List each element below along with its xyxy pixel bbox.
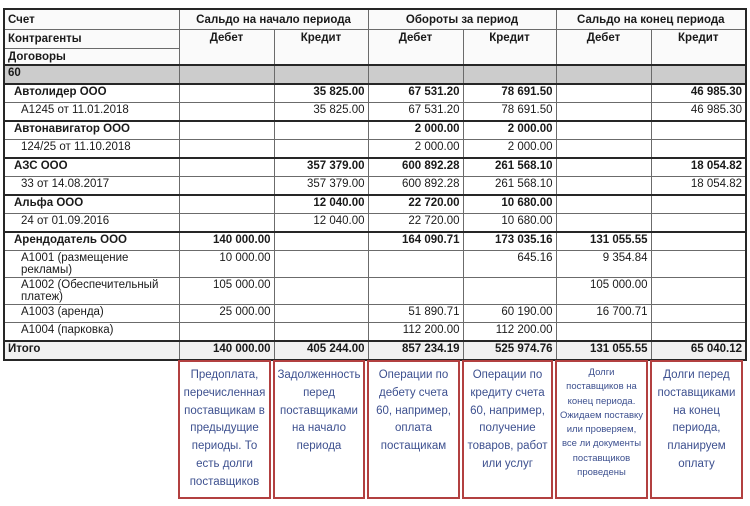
row-label[interactable]: Автолидер ООО <box>4 84 179 103</box>
header-turnover-debit: Дебет <box>368 30 463 66</box>
cell-turnover-debit <box>368 65 463 84</box>
cell-turnover-credit: 60 190.00 <box>463 305 556 323</box>
cell-turnover-debit: 67 531.20 <box>368 103 463 122</box>
header-row-groups <box>4 9 746 30</box>
cell-opening-debit <box>179 323 274 342</box>
cell-closing-debit <box>556 84 651 103</box>
table-row <box>4 214 746 233</box>
cell-opening-debit <box>179 103 274 122</box>
cell-opening-credit: 12 040.00 <box>274 214 368 233</box>
cell-closing-debit <box>556 140 651 159</box>
cell-closing-debit: 131 055.55 <box>556 232 651 251</box>
cell-turnover-debit: 51 890.71 <box>368 305 463 323</box>
cell-opening-credit <box>274 121 368 140</box>
cell-opening-debit: 10 000.00 <box>179 251 274 278</box>
cell-turnover-debit <box>368 278 463 305</box>
cell-turnover-credit: 2 000.00 <box>463 140 556 159</box>
cell-turnover-credit <box>463 65 556 84</box>
cell-opening-debit <box>179 84 274 103</box>
cell-closing-credit: 46 985.30 <box>651 84 746 103</box>
table-row[interactable] <box>4 121 746 140</box>
row-label: 124/25 от 11.10.2018 <box>4 140 179 159</box>
header-closing-balance: Сальдо на конец периода <box>556 9 746 30</box>
cell-turnover-credit <box>463 278 556 305</box>
annotation-note: Предоплата, перечисленная поставщикам в предыдущие периоды. То есть долги поставщиков <box>178 360 271 499</box>
cell-turnover-debit: 22 720.00 <box>368 214 463 233</box>
cell-closing-credit <box>651 251 746 278</box>
row-label[interactable]: Арендодатель ООО <box>4 232 179 251</box>
table-row <box>4 177 746 196</box>
cell-closing-credit: 65 040.12 <box>651 341 746 360</box>
cell-opening-debit <box>179 177 274 196</box>
table-row[interactable] <box>4 84 746 103</box>
annotation-note: Долги перед поставщиками на конец периода, планируем оплату <box>650 360 743 499</box>
cell-closing-debit <box>556 158 651 177</box>
cell-opening-credit: 405 244.00 <box>274 341 368 360</box>
cell-closing-credit: 18 054.82 <box>651 177 746 196</box>
table-body <box>4 65 746 360</box>
cell-turnover-credit: 525 974.76 <box>463 341 556 360</box>
cell-closing-debit <box>556 195 651 214</box>
row-label[interactable]: 60 <box>4 65 179 84</box>
cell-opening-debit: 140 000.00 <box>179 341 274 360</box>
row-label[interactable]: Автонавигатор ООО <box>4 121 179 140</box>
cell-closing-debit <box>556 121 651 140</box>
cell-opening-credit <box>274 232 368 251</box>
annotation-note: Операции по кредиту счета 60, например, получение товаров, работ или услуг <box>462 360 553 499</box>
cell-closing-credit <box>651 65 746 84</box>
cell-turnover-credit: 10 680.00 <box>463 214 556 233</box>
cell-opening-debit <box>179 195 274 214</box>
header-opening-credit: Кредит <box>274 30 368 66</box>
cell-turnover-debit: 600 892.28 <box>368 177 463 196</box>
cell-opening-credit: 357 379.00 <box>274 158 368 177</box>
cell-turnover-debit: 857 234.19 <box>368 341 463 360</box>
header-turnover: Обороты за период <box>368 9 556 30</box>
cell-closing-debit <box>556 177 651 196</box>
row-label: А1245 от 11.01.2018 <box>4 103 179 122</box>
cell-opening-debit <box>179 121 274 140</box>
cell-closing-credit <box>651 140 746 159</box>
table-row <box>4 140 746 159</box>
header-opening-debit: Дебет <box>179 30 274 66</box>
cell-turnover-debit <box>368 251 463 278</box>
cell-opening-debit: 105 000.00 <box>179 278 274 305</box>
cell-opening-credit <box>274 305 368 323</box>
cell-closing-debit <box>556 323 651 342</box>
table-header <box>4 9 746 65</box>
header-turnover-credit: Кредит <box>463 30 556 66</box>
cell-closing-credit <box>651 278 746 305</box>
cell-opening-debit <box>179 158 274 177</box>
cell-opening-credit: 35 825.00 <box>274 103 368 122</box>
annotation-note: Задолженность перед поставщиками на начало периода <box>273 360 365 499</box>
table-row <box>4 251 746 278</box>
cell-turnover-credit: 261 568.10 <box>463 158 556 177</box>
cell-closing-debit <box>556 65 651 84</box>
cell-opening-debit <box>179 65 274 84</box>
cell-opening-debit: 25 000.00 <box>179 305 274 323</box>
account-60-turnover-report <box>0 8 750 506</box>
table-row[interactable] <box>4 158 746 177</box>
cell-opening-debit <box>179 214 274 233</box>
header-opening-balance: Сальдо на начало периода <box>179 9 368 30</box>
annotations-row <box>178 360 743 499</box>
table-row[interactable] <box>4 232 746 251</box>
cell-turnover-credit: 173 035.16 <box>463 232 556 251</box>
table-row <box>4 278 746 305</box>
cell-closing-debit <box>556 214 651 233</box>
cell-closing-debit <box>556 103 651 122</box>
cell-turnover-credit: 645.16 <box>463 251 556 278</box>
table-row[interactable] <box>4 65 746 84</box>
cell-opening-credit <box>274 323 368 342</box>
table-row <box>4 305 746 323</box>
cell-closing-credit <box>651 323 746 342</box>
table-row <box>4 103 746 122</box>
row-label: А1004 (парковка) <box>4 323 179 342</box>
cell-opening-credit <box>274 65 368 84</box>
annotation-note: Долги поставщиков на конец периода. Ожидаем поставку или проверяем, все ли документы поставщиков проведены <box>555 360 648 499</box>
cell-closing-credit <box>651 121 746 140</box>
header-account-label: Счет <box>4 9 179 30</box>
cell-turnover-credit: 261 568.10 <box>463 177 556 196</box>
header-contracts-label: Договоры <box>4 49 179 66</box>
cell-opening-credit: 357 379.00 <box>274 177 368 196</box>
row-label[interactable]: Альфа ООО <box>4 195 179 214</box>
cell-turnover-credit: 10 680.00 <box>463 195 556 214</box>
turnover-balance-table <box>3 8 747 361</box>
cell-turnover-credit: 112 200.00 <box>463 323 556 342</box>
row-label: 24 от 01.09.2016 <box>4 214 179 233</box>
cell-turnover-debit: 67 531.20 <box>368 84 463 103</box>
header-closing-debit: Дебет <box>556 30 651 66</box>
cell-turnover-debit: 164 090.71 <box>368 232 463 251</box>
cell-turnover-debit: 2 000.00 <box>368 121 463 140</box>
cell-closing-credit <box>651 232 746 251</box>
cell-closing-credit: 46 985.30 <box>651 103 746 122</box>
cell-turnover-credit: 78 691.50 <box>463 103 556 122</box>
cell-closing-debit: 131 055.55 <box>556 341 651 360</box>
header-closing-credit: Кредит <box>651 30 746 66</box>
table-row <box>4 341 746 360</box>
cell-closing-credit <box>651 305 746 323</box>
cell-closing-credit: 18 054.82 <box>651 158 746 177</box>
cell-closing-debit: 9 354.84 <box>556 251 651 278</box>
cell-opening-credit <box>274 278 368 305</box>
cell-closing-credit <box>651 214 746 233</box>
row-label: А1001 (размещение рекламы) <box>4 251 179 278</box>
cell-turnover-debit: 112 200.00 <box>368 323 463 342</box>
cell-closing-debit: 105 000.00 <box>556 278 651 305</box>
cell-opening-debit <box>179 140 274 159</box>
header-contractors-label: Контрагенты <box>4 30 179 49</box>
table-row[interactable] <box>4 195 746 214</box>
annotation-note: Операции по дебету счета 60, например, оплата постащикам <box>367 360 460 499</box>
row-label: А1003 (аренда) <box>4 305 179 323</box>
row-label: 33 от 14.08.2017 <box>4 177 179 196</box>
cell-turnover-debit: 2 000.00 <box>368 140 463 159</box>
cell-closing-debit: 16 700.71 <box>556 305 651 323</box>
cell-opening-credit: 12 040.00 <box>274 195 368 214</box>
cell-opening-debit: 140 000.00 <box>179 232 274 251</box>
table-row <box>4 323 746 342</box>
cell-closing-credit <box>651 195 746 214</box>
cell-opening-credit <box>274 140 368 159</box>
cell-opening-credit: 35 825.00 <box>274 84 368 103</box>
cell-turnover-credit: 78 691.50 <box>463 84 556 103</box>
row-label: А1002 (Обеспечительный платеж) <box>4 278 179 305</box>
row-label: Итого <box>4 341 179 360</box>
cell-turnover-credit: 2 000.00 <box>463 121 556 140</box>
row-label[interactable]: АЗС ООО <box>4 158 179 177</box>
cell-turnover-debit: 22 720.00 <box>368 195 463 214</box>
cell-opening-credit <box>274 251 368 278</box>
header-row-debit-credit <box>4 30 746 49</box>
cell-turnover-debit: 600 892.28 <box>368 158 463 177</box>
